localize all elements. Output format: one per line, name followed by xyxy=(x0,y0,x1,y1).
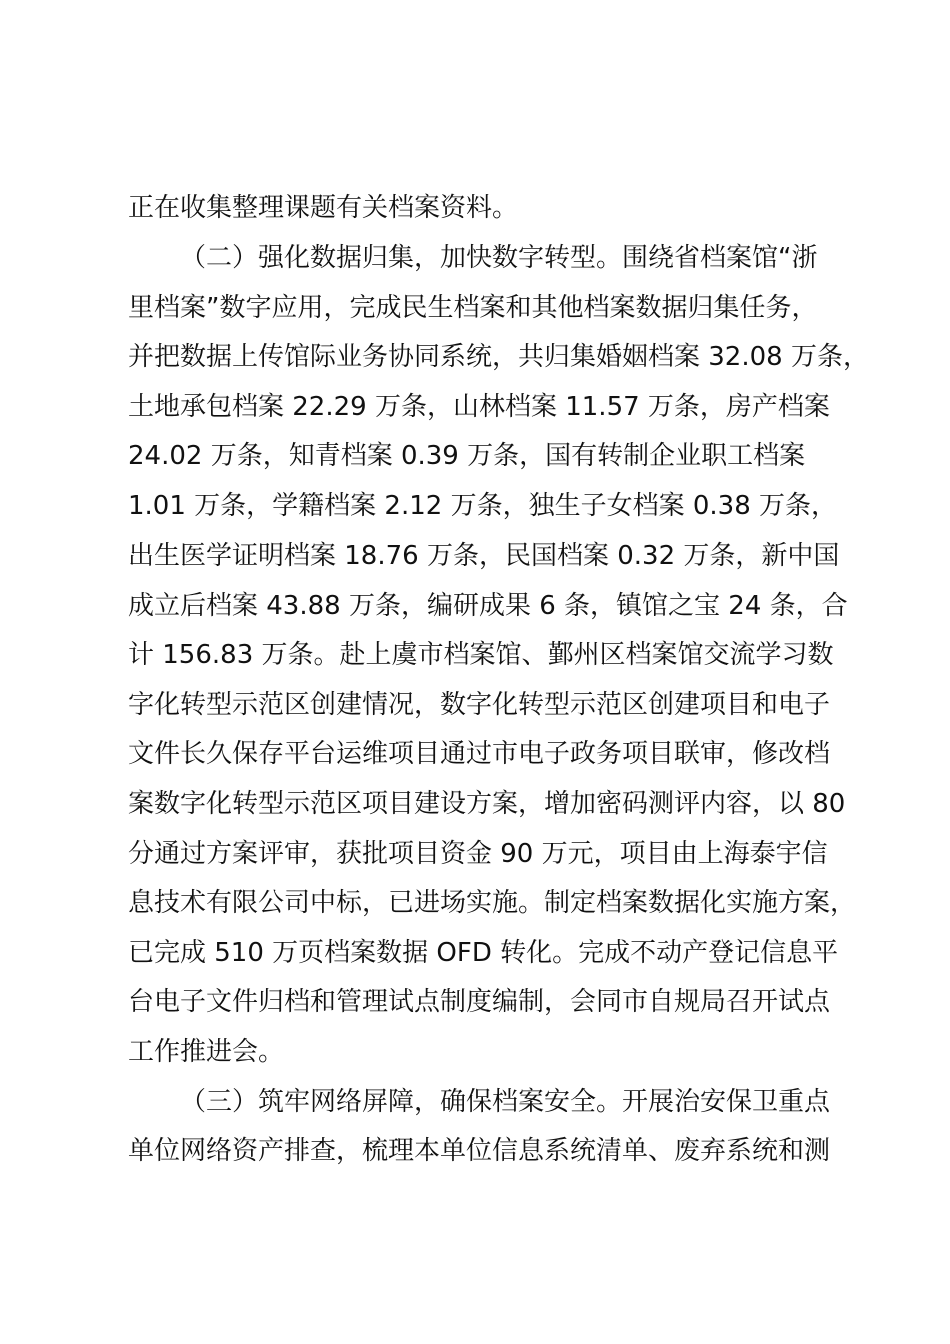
body-text-line: 案数字化转型示范区项目建设方案，增加密码测评内容，以 80 xyxy=(128,789,846,819)
body-text-line: 土地承包档案 22.29 万条，山林档案 11.57 万条，房产档案 xyxy=(128,392,830,422)
body-text-line: 息技术有限公司中标，已进场实施。制定档案数据化实施方案， xyxy=(128,888,857,918)
body-text-line: 成立后档案 43.88 万条，编研成果 6 条，镇馆之宝 24 条，合 xyxy=(128,591,848,621)
body-text-line: 1.01 万条，学籍档案 2.12 万条，独生子女档案 0.38 万条， xyxy=(128,491,837,521)
body-text-line: 出生医学证明档案 18.76 万条，民国档案 0.32 万条，新中国 xyxy=(128,541,840,571)
body-text-line: 工作推进会。 xyxy=(128,1037,285,1067)
body-text-line: 单位网络资产排查，梳理本单位信息系统清单、废弃系统和测 xyxy=(128,1136,831,1166)
section-heading-paragraph: （三）筑牢网络屏障，确保档案安全。开展治安保卫重点 xyxy=(180,1087,831,1117)
body-text-line: 里档案”数字应用，完成民生档案和其他档案数据归集任务， xyxy=(128,293,818,323)
section-heading-paragraph: （二）强化数据归集，加快数字转型。围绕省档案馆“浙 xyxy=(180,243,818,273)
body-text-line: 并把数据上传馆际业务协同系统，共归集婚姻档案 32.08 万条， xyxy=(128,342,869,372)
body-text-line: 计 156.83 万条。赴上虞市档案馆、鄞州区档案馆交流学习数 xyxy=(128,640,834,670)
body-text-line: 分通过方案评审，获批项目资金 90 万元，项目由上海泰宇信 xyxy=(128,839,828,869)
body-text-line: 已完成 510 万页档案数据 OFD 转化。完成不动产登记信息平 xyxy=(128,938,839,968)
body-text-line: 字化转型示范区创建情况，数字化转型示范区创建项目和电子 xyxy=(128,690,831,720)
body-text-line: 24.02 万条，知青档案 0.39 万条，国有转制企业职工档案 xyxy=(128,441,806,471)
body-text-line: 文件长久保存平台运维项目通过市电子政务项目联审，修改档 xyxy=(128,739,831,769)
body-text-line: 正在收集整理课题有关档案资料。 xyxy=(128,193,519,223)
body-text-line: 台电子文件归档和管理试点制度编制，会同市自规局召开试点 xyxy=(128,987,831,1017)
